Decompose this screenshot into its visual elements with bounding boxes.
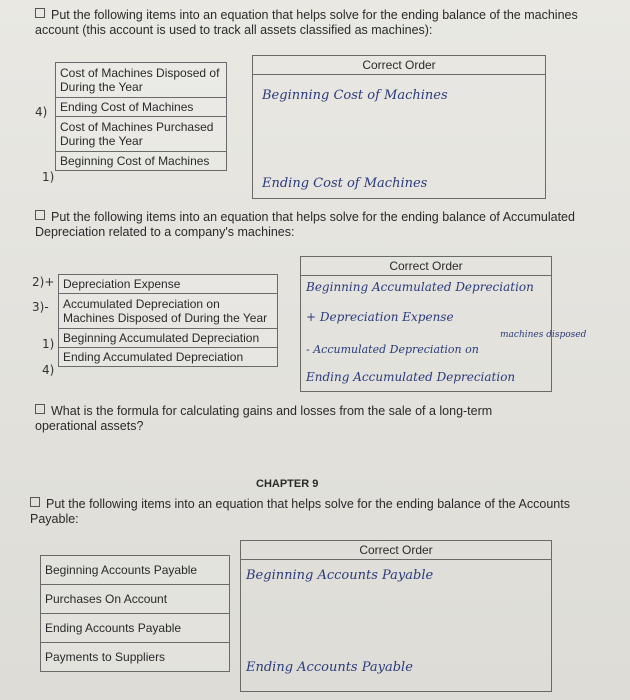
- correct-order-header: Correct Order: [253, 56, 545, 75]
- handwritten-answer: - Accumulated Depreciation on: [306, 343, 479, 356]
- order-mark: 4): [42, 363, 55, 377]
- handwritten-answer: Beginning Cost of Machines: [262, 88, 448, 103]
- order-mark: 1): [42, 337, 55, 351]
- question-3: What is the formula for calculating gains and losses from the sale of a long-term operational assets?: [35, 404, 493, 433]
- checkbox-icon: [35, 210, 45, 220]
- item-cell: Depreciation Expense: [59, 275, 278, 294]
- items-table-2: [58, 274, 278, 367]
- chapter-heading: CHAPTER 9: [256, 478, 319, 490]
- items-table-3: [40, 555, 230, 672]
- handwritten-answer: Ending Accumulated Depreciation: [306, 370, 516, 384]
- item-cell: Cost of Machines Disposed of During the Year: [56, 63, 227, 98]
- item-cell: Beginning Accounts Payable: [41, 556, 230, 585]
- question-1: Put the following items into an equation that helps solve for the ending balance of the machines account (this account is used to track all assets classified as machines):: [35, 8, 578, 37]
- checkbox-icon: [35, 8, 45, 18]
- correct-order-header: Correct Order: [301, 257, 551, 276]
- checkbox-icon: [30, 497, 40, 507]
- handwritten-answer: Ending Accounts Payable: [246, 660, 413, 675]
- item-cell: Cost of Machines Purchased During the Year: [56, 117, 227, 152]
- item-cell: Payments to Suppliers: [41, 643, 230, 672]
- item-cell: Ending Accounts Payable: [41, 614, 230, 643]
- handwritten-answer: Beginning Accounts Payable: [246, 568, 434, 583]
- correct-order-header: Correct Order: [241, 541, 551, 560]
- handwritten-answer: Ending Cost of Machines: [262, 176, 428, 191]
- items-table-1: [55, 62, 227, 171]
- item-cell: Accumulated Depreciation on Machines Disposed of During the Year: [59, 294, 278, 329]
- handwritten-answer: + Depreciation Expense: [306, 310, 454, 324]
- handwritten-answer: machines disposed: [500, 330, 587, 340]
- order-mark: 1): [42, 170, 55, 184]
- item-cell: Ending Accumulated Depreciation: [59, 348, 278, 367]
- checkbox-icon: [35, 404, 45, 414]
- order-mark: 2)+: [32, 275, 55, 289]
- item-cell: Beginning Cost of Machines: [56, 152, 227, 171]
- item-cell: Purchases On Account: [41, 585, 230, 614]
- order-mark: 3)-: [32, 300, 49, 314]
- item-cell: Ending Cost of Machines: [56, 98, 227, 117]
- handwritten-answer: Beginning Accumulated Depreciation: [306, 280, 534, 294]
- question-2: Put the following items into an equation that helps solve for the ending balance of Accumulated Depreciation related to a company's machines:: [35, 210, 575, 239]
- item-cell: Beginning Accumulated Depreciation: [59, 329, 278, 348]
- order-mark: 4): [35, 105, 48, 119]
- question-4: Put the following items into an equation that helps solve for the ending balance of the Accounts Payable:: [30, 497, 570, 526]
